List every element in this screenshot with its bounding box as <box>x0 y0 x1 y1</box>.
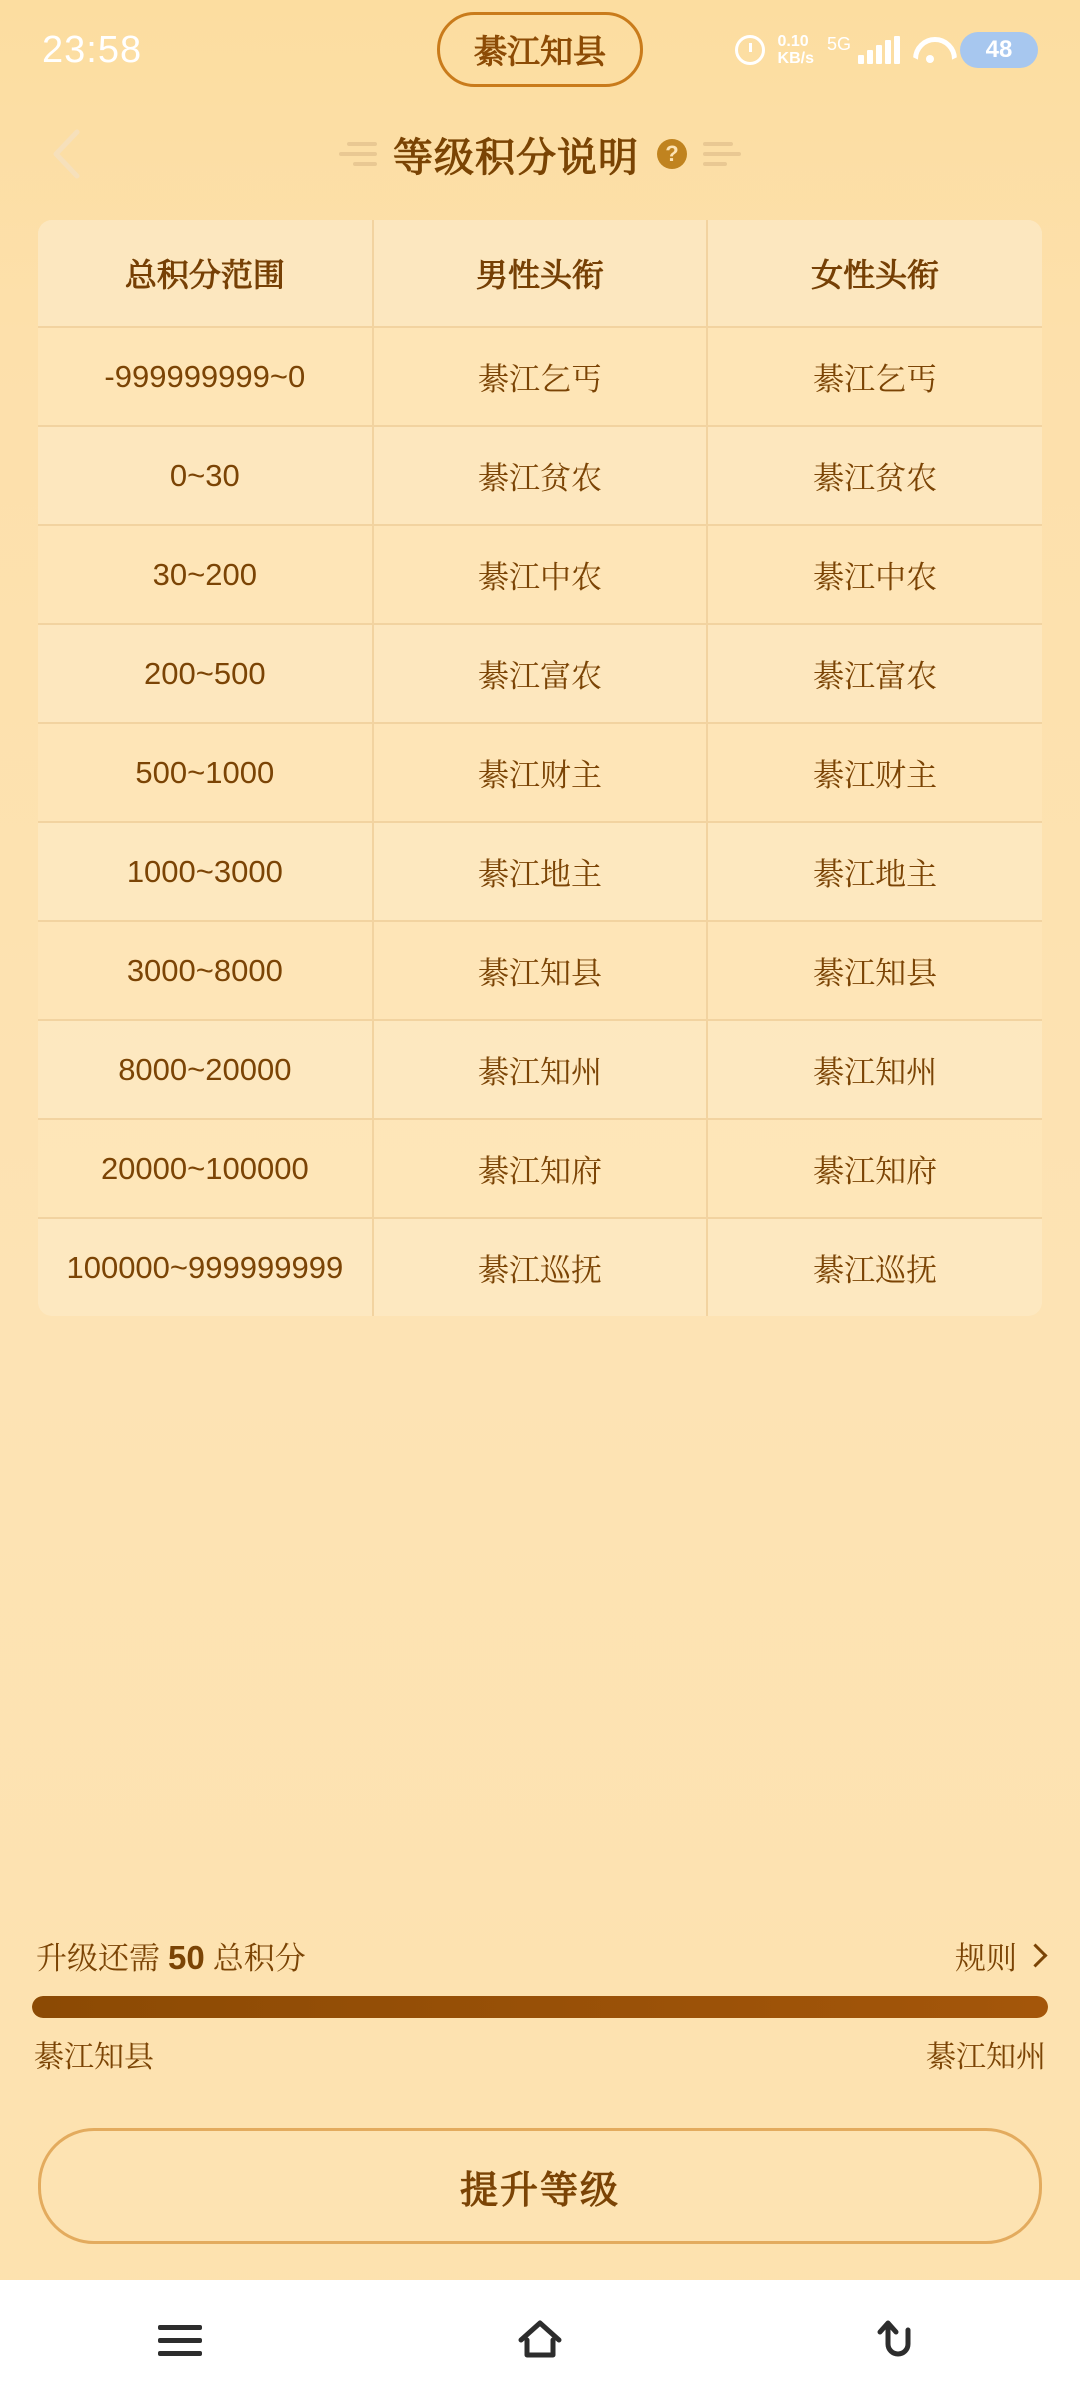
cell-score-range: 8000~20000 <box>38 1020 373 1119</box>
rules-label: 规则 <box>955 1941 1017 1976</box>
cell-female-title: 綦江知县 <box>707 921 1042 1020</box>
network-type-label: 5G <box>826 34 851 54</box>
signal-bars-icon <box>858 36 900 64</box>
cell-male-title: 綦江中农 <box>373 525 708 624</box>
upgrade-suffix: 总积分 <box>212 1941 306 1976</box>
table-head <box>38 220 1042 327</box>
battery-level: 48 <box>960 32 1038 68</box>
cell-male-title: 綦江地主 <box>373 822 708 921</box>
cell-male-title: 綦江知府 <box>373 1119 708 1218</box>
column-header-score-range: 总积分范围 <box>38 220 373 327</box>
table-row <box>38 426 1042 525</box>
table-row <box>38 1218 1042 1316</box>
cell-score-range: 200~500 <box>38 624 373 723</box>
back-button[interactable] <box>38 126 94 182</box>
cell-female-title: 綦江财主 <box>707 723 1042 822</box>
cell-male-title: 綦江知州 <box>373 1020 708 1119</box>
progress-section <box>0 1933 1080 2244</box>
cell-female-title: 綦江地主 <box>707 822 1042 921</box>
home-button[interactable] <box>480 2300 600 2380</box>
alarm-icon <box>735 35 765 65</box>
cell-female-title: 綦江巡抚 <box>813 1253 938 1288</box>
cell-male-title: 綦江富农 <box>373 624 708 723</box>
system-navigation-bar <box>0 2280 1080 2400</box>
upgrade-value: 50 <box>168 1939 205 1976</box>
table-row <box>38 921 1042 1020</box>
status-icons <box>735 32 1038 68</box>
table-row <box>38 1020 1042 1119</box>
table-row <box>38 1119 1042 1218</box>
cell-score-range: 1000~3000 <box>38 822 373 921</box>
title-decoration-left-icon <box>339 136 377 172</box>
help-circle-icon[interactable]: ? <box>657 139 687 169</box>
back-nav-button[interactable] <box>840 2300 960 2380</box>
table-row <box>38 525 1042 624</box>
status-bar <box>0 0 1080 100</box>
network-speed-value: 0.10 <box>777 33 809 50</box>
level-range-labels <box>32 2018 1048 2076</box>
page-title: 等级积分说明 <box>393 135 639 180</box>
cell-score-range: 30~200 <box>38 525 373 624</box>
upgrade-prefix: 升级还需 <box>36 1941 160 1976</box>
table-row <box>38 723 1042 822</box>
status-notification-pill[interactable]: 綦江知县 <box>437 12 643 87</box>
cell-female-title: 綦江中农 <box>707 525 1042 624</box>
upgrade-info-row <box>32 1933 1048 1996</box>
column-header-male-title: 男性头衔 <box>373 220 708 327</box>
table-row <box>38 327 1042 426</box>
level-table <box>38 220 1042 1316</box>
upgrade-level-button[interactable]: 提升等级 <box>38 2128 1042 2244</box>
cell-score-range: 100000~999999999 <box>38 1218 373 1316</box>
level-progress-fill <box>32 1996 1048 2018</box>
network-speed-unit: KB/s <box>777 50 814 67</box>
cell-male-title: 綦江财主 <box>373 723 708 822</box>
page-title-group <box>339 126 741 183</box>
cell-female-title: 綦江贫农 <box>707 426 1042 525</box>
status-time: 23:58 <box>42 28 143 71</box>
cell-female-title: 綦江富农 <box>707 624 1042 723</box>
cell-score-range: 0~30 <box>38 426 373 525</box>
table-header-row <box>38 220 1042 327</box>
level-progress-bar <box>32 1996 1048 2018</box>
menu-icon <box>158 2317 202 2364</box>
cell-score-range: 3000~8000 <box>38 921 373 1020</box>
cell-male-title: 綦江知县 <box>373 921 708 1020</box>
cell-male-title: 綦江巡抚 <box>373 1218 708 1316</box>
back-arrow-icon <box>876 2318 924 2362</box>
chevron-right-icon <box>1023 1943 1047 1967</box>
cell-female-title: 綦江知州 <box>707 1020 1042 1119</box>
page-header <box>0 100 1080 208</box>
wifi-icon <box>913 37 947 63</box>
cell-male-title: 綦江乞丐 <box>373 327 708 426</box>
table-row <box>38 624 1042 723</box>
cell-female-title: 綦江知府 <box>707 1119 1042 1218</box>
cell-score-range: -999999999~0 <box>38 327 373 426</box>
cell-score-range: 500~1000 <box>38 723 373 822</box>
upgrade-requirement <box>36 1933 306 1978</box>
table-body <box>38 327 1042 1316</box>
home-icon <box>516 2318 564 2362</box>
back-chevron-icon <box>49 127 83 181</box>
cell-male-title: 綦江贫农 <box>373 426 708 525</box>
rules-link[interactable] <box>955 1933 1044 1978</box>
network-speed <box>778 33 814 67</box>
table-row <box>38 822 1042 921</box>
next-level-label: 綦江知州 <box>926 2041 1046 2074</box>
cell-female-title: 綦江乞丐 <box>707 327 1042 426</box>
content-spacer <box>0 1316 1080 1933</box>
column-header-female-title: 女性头衔 <box>707 220 1042 327</box>
cell-score-range: 20000~100000 <box>38 1119 373 1218</box>
current-level-label: 綦江知县 <box>34 2041 154 2074</box>
recents-button[interactable] <box>120 2300 240 2380</box>
title-decoration-right-icon <box>703 136 741 172</box>
level-table-element <box>38 220 1042 1316</box>
